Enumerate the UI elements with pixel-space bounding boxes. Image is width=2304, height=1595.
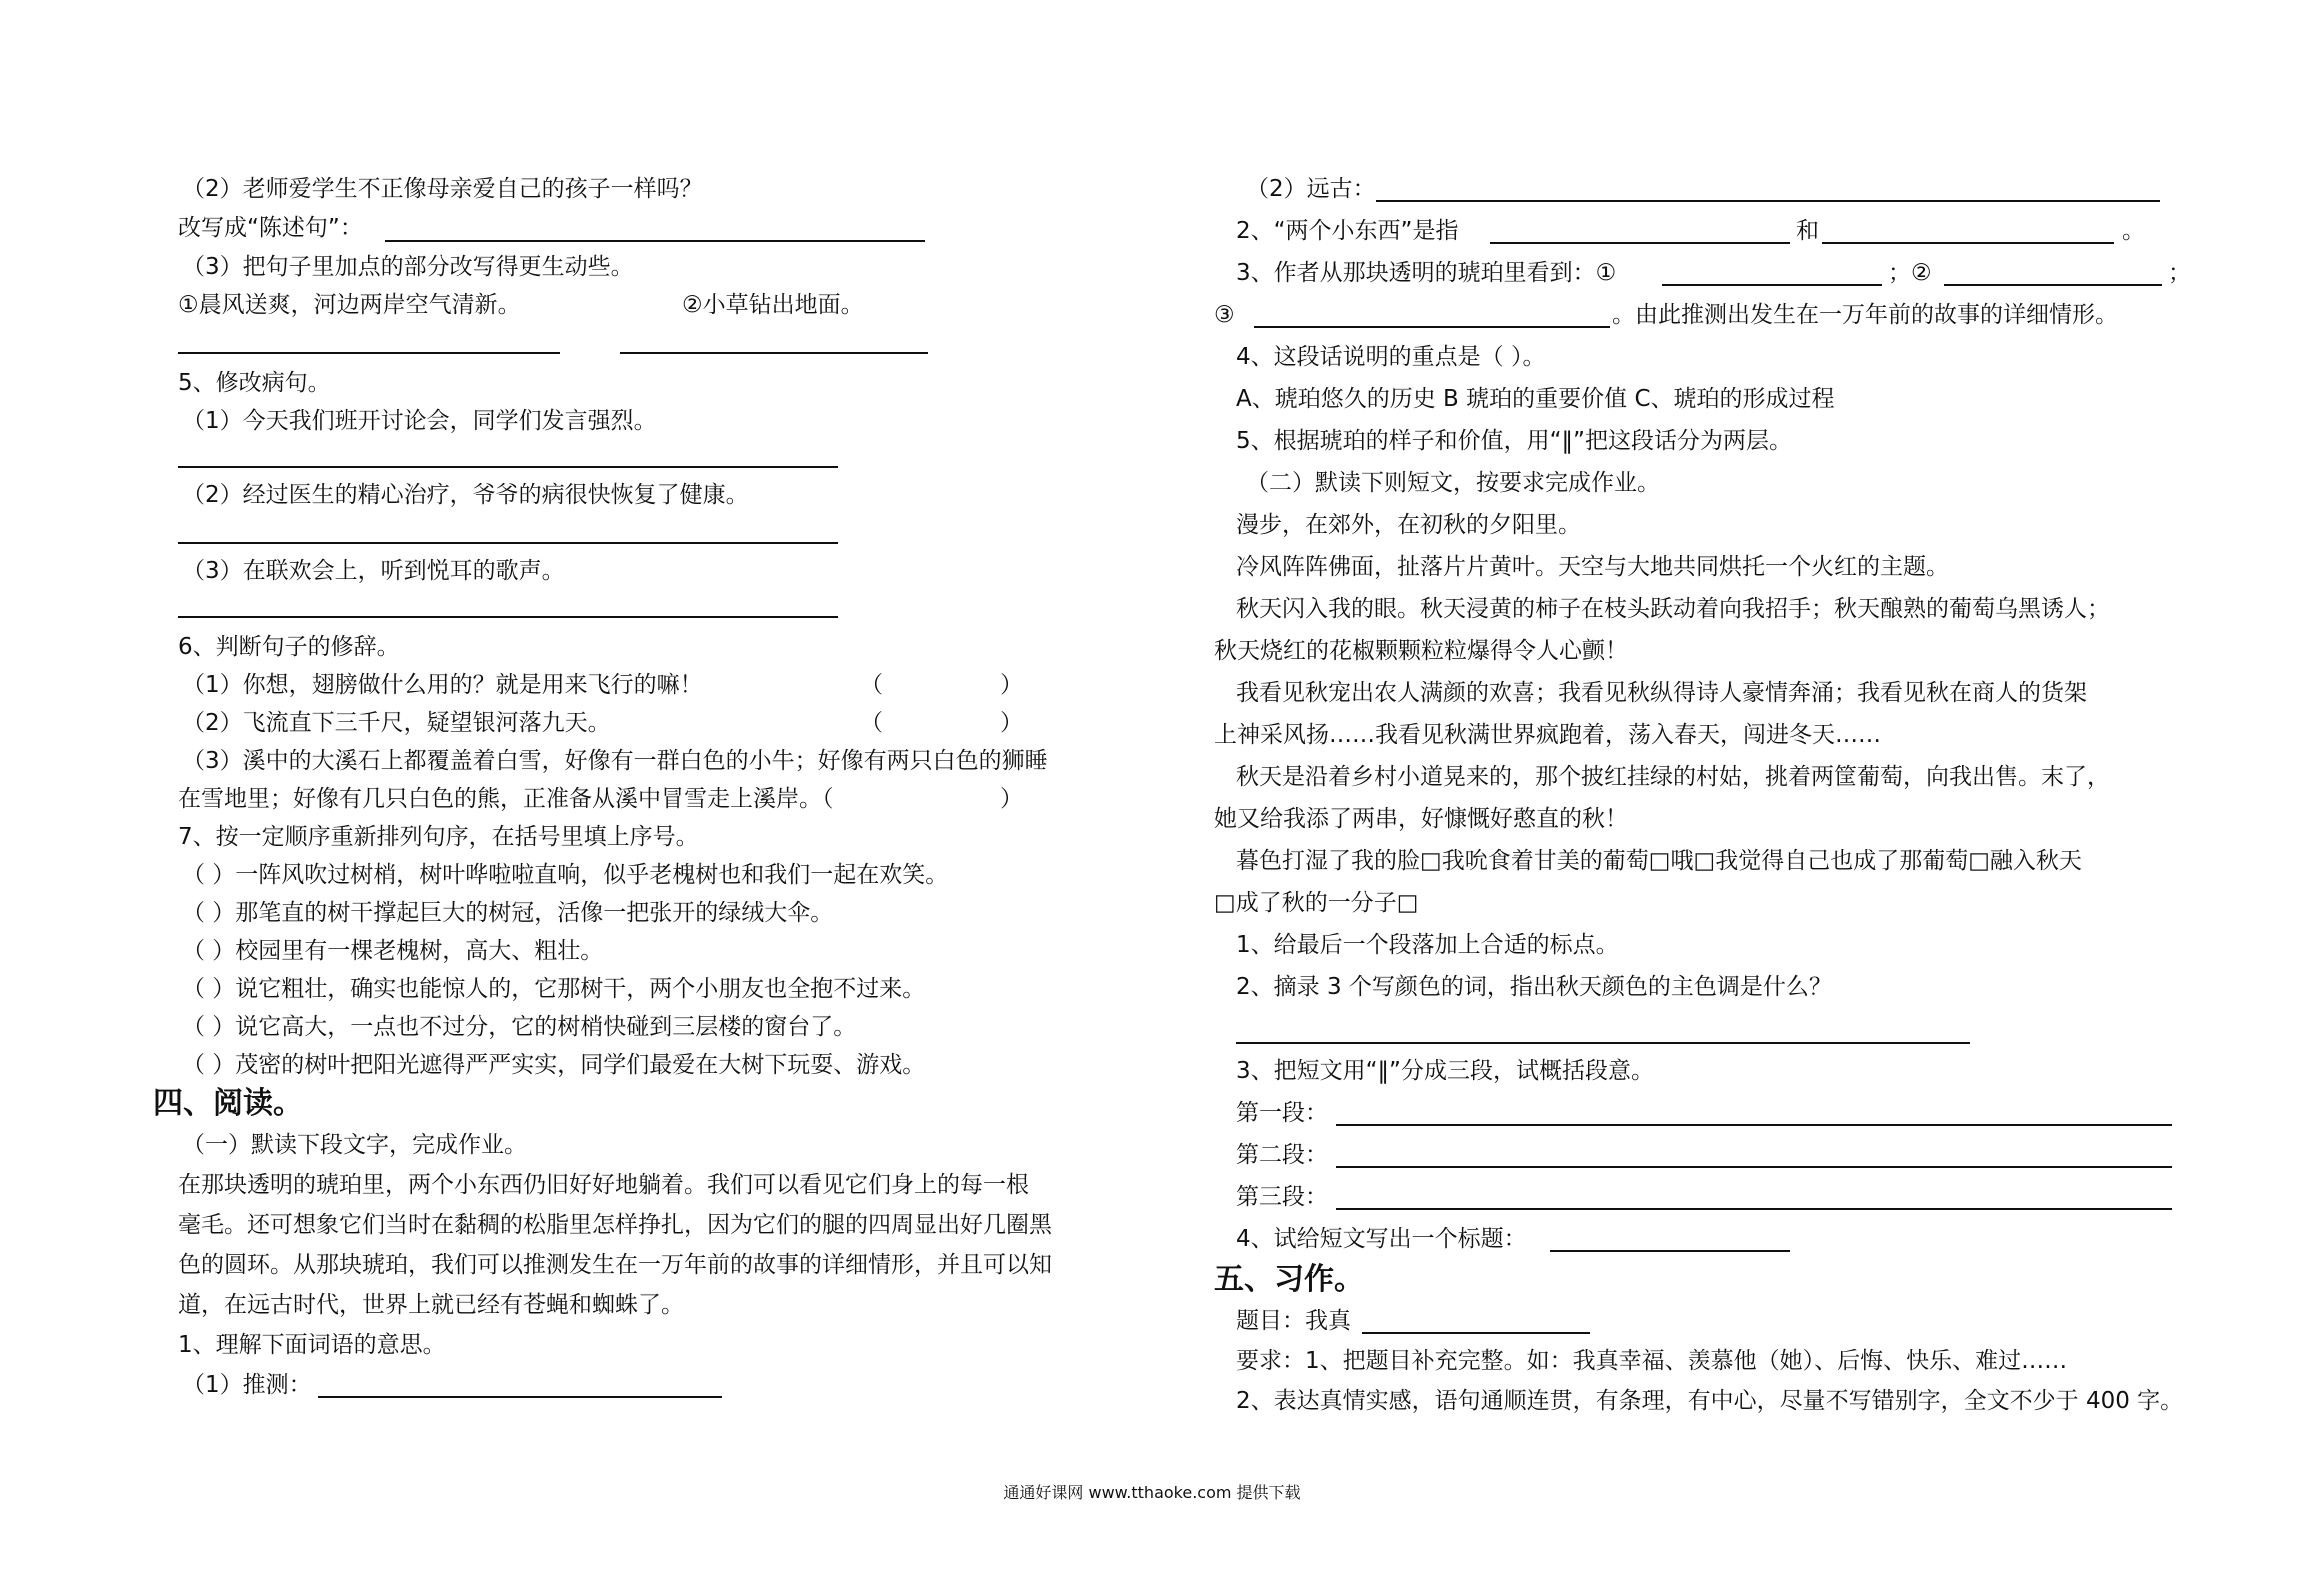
r1-q3-3: ③ <box>1214 302 1235 328</box>
q6-3-paren-close: ） <box>1000 786 1023 812</box>
r1-q3-blank-2[interactable] <box>1944 284 2162 286</box>
q6-2-paren-open: （ <box>860 710 883 736</box>
r1-q3-blank-3[interactable] <box>1254 326 1610 328</box>
q6-heading: 6、判断句子的修辞。 <box>178 634 400 660</box>
reading-2-line: 漫步，在郊外，在初秋的夕阳里。 <box>1236 512 1581 538</box>
q4-3-text: （3）把句子里加点的部分改写得更生动些。 <box>182 254 634 280</box>
section-5-heading: 五、习作。 <box>1214 1262 1364 1297</box>
reading-1-para-line: 道，在远古时代，世界上就已经有苍蝇和蜘蛛了。 <box>178 1292 684 1318</box>
q6-3-line2: 在雪地里；好像有几只白色的熊，正准备从溪中冒雪走上溪岸。（ <box>178 786 834 812</box>
q7-heading: 7、按一定顺序重新排列句序，在括号里填上序号。 <box>178 824 699 850</box>
q7-item: （ ）校园里有一棵老槐树，高大、粗壮。 <box>182 938 604 964</box>
r1-q1-1-answer-line[interactable] <box>318 1396 722 1398</box>
composition-topic-blank[interactable] <box>1362 1332 1590 1334</box>
q5-1-answer-line[interactable] <box>178 466 838 468</box>
r2-q4: 4、试给短文写出一个标题： <box>1236 1226 1527 1252</box>
r2-q4-answer-line[interactable] <box>1550 1250 1790 1252</box>
q4-2-answer-line[interactable] <box>385 240 925 242</box>
r1-q3-sep: ；② <box>1888 260 1932 286</box>
reading-2-line: 她又给我添了两串，好慷慨好憨直的秋！ <box>1214 806 1628 832</box>
reading-2-line: 秋天烧红的花椒颗颗粒粒爆得令人心颤！ <box>1214 638 1628 664</box>
q4-3-a-answer-line[interactable] <box>178 352 560 354</box>
segment-3-answer-line[interactable] <box>1336 1208 2172 1210</box>
q6-3-line1: （3）溪中的大溪石上都覆盖着白雪，好像有一群白色的小牛；好像有两只白色的狮睡 <box>182 748 1048 774</box>
q4-3-b: ②小草钻出地面。 <box>682 292 864 318</box>
q7-item: （ ）一阵风吹过树梢，树叶哗啦啦直响，似乎老槐树也和我们一起在欢笑。 <box>182 862 949 888</box>
q5-3-answer-line[interactable] <box>178 616 838 618</box>
reading-1-para-line: 毫毛。还可想象它们当时在黏稠的松脂里怎样挣扎，因为它们的腿的四周显出好几圈黑 <box>178 1212 1052 1238</box>
reading-2-line: 秋天闪入我的眼。秋天浸黄的柿子在枝头跃动着向我招手；秋天酿熟的葡萄乌黑诱人； <box>1236 596 2110 622</box>
r2-q2-answer-line[interactable] <box>1236 1042 1970 1044</box>
r1-q2-blank-2[interactable] <box>1822 242 2114 244</box>
q7-item: （ ）说它高大，一点也不过分，它的树梢快碰到三层楼的窗台了。 <box>182 1014 857 1040</box>
reading-2-line: 我看见秋宠出农人满颜的欢喜；我看见秋纵得诗人豪情奔涌；我看见秋在商人的货架 <box>1236 680 2087 706</box>
q4-2-rewrite-label: 改写成“陈述句”： <box>178 215 363 241</box>
section-4-heading: 四、阅读。 <box>153 1086 303 1121</box>
r1-q2-end: 。 <box>2122 218 2145 244</box>
q5-heading: 5、修改病句。 <box>178 370 331 396</box>
r1-q3-blank-1[interactable] <box>1662 284 1882 286</box>
reading-1-para-line: 色的圆环。从那块琥珀，我们可以推测发生在一万年前的故事的详细情形，并且可以知 <box>178 1252 1052 1278</box>
r1-q1-2-answer-line[interactable] <box>1376 200 2160 202</box>
q5-1: （1）今天我们班开讨论会，同学们发言强烈。 <box>182 408 657 434</box>
q6-2-paren-close: ） <box>1000 710 1023 736</box>
r1-q1-1: （1）推测： <box>182 1372 312 1398</box>
r1-q4: 4、这段话说明的重点是（ ）。 <box>1236 344 1546 370</box>
r1-q2-label: 2、“两个小东西”是指 <box>1236 218 1459 244</box>
reading-2-line: □成了秋的一分子□ <box>1214 890 1419 916</box>
segment-2-label: 第二段： <box>1236 1142 1328 1168</box>
reading-2-line: 上神采风扬……我看见秋满世界疯跑着，荡入春天，闯进冬天…… <box>1214 722 1881 748</box>
q6-2: （2）飞流直下三千尺，疑望银河落九天。 <box>182 710 611 736</box>
composition-topic: 题目：我真 <box>1236 1308 1351 1334</box>
q4-3-b-answer-line[interactable] <box>620 352 928 354</box>
r2-q3: 3、把短文用“‖”分成三段，试概括段意。 <box>1236 1058 1654 1084</box>
q4-2-text: （2）老师爱学生不正像母亲爱自己的孩子一样吗？ <box>182 176 703 202</box>
composition-requirement-1: 要求：1、把题目补充完整。如：我真幸福、羡慕他（她）、后悔、快乐、难过…… <box>1236 1348 2068 1374</box>
reading-2-line: 冷风阵阵佛面，扯落片片黄叶。天空与大地共同烘托一个火红的主题。 <box>1236 554 1949 580</box>
reading-2-title: （二）默读下则短文，按要求完成作业。 <box>1246 470 1660 496</box>
segment-2-answer-line[interactable] <box>1336 1166 2172 1168</box>
r1-q2-and: 和 <box>1796 218 1819 244</box>
q6-1-paren-close: ） <box>1000 672 1023 698</box>
r1-q3-sep2: ； <box>2168 260 2191 286</box>
segment-3-label: 第三段： <box>1236 1184 1328 1210</box>
q7-item: （ ）说它粗壮，确实也能惊人的，它那树干，两个小朋友也全抱不过来。 <box>182 976 926 1002</box>
reading-1-title: （一）默读下段文字，完成作业。 <box>182 1132 527 1158</box>
segment-1-label: 第一段： <box>1236 1100 1328 1126</box>
q6-1: （1）你想，翅膀做什么用的？就是用来飞行的嘛！ <box>182 672 703 698</box>
q5-2-answer-line[interactable] <box>178 542 838 544</box>
footer-credit: 通通好课网 www.tthaoke.com 提供下载 <box>1003 1483 1301 1502</box>
q4-3-a: ①晨风送爽，河边两岸空气清新。 <box>178 292 521 318</box>
r1-q3-label: 3、作者从那块透明的琥珀里看到：① <box>1236 260 1617 286</box>
r1-q1-2: （2）远古： <box>1246 176 1376 202</box>
q7-item: （ ）茂密的树叶把阳光遮得严严实实，同学们最爱在大树下玩耍、游戏。 <box>182 1052 926 1078</box>
reading-1-para-line: 在那块透明的琥珀里，两个小东西仍旧好好地躺着。我们可以看见它们身上的每一根 <box>178 1172 1029 1198</box>
r1-q5: 5、根据琥珀的样子和价值，用“‖”把这段话分为两层。 <box>1236 428 1792 454</box>
segment-1-answer-line[interactable] <box>1336 1124 2172 1126</box>
q5-3: （3）在联欢会上，听到悦耳的歌声。 <box>182 558 565 584</box>
q6-1-paren-open: （ <box>860 672 883 698</box>
r1-q3-tail: 。由此推测出发生在一万年前的故事的详细情形。 <box>1612 302 2118 328</box>
reading-2-line: 秋天是沿着乡村小道晃来的，那个披红挂绿的村姑，挑着两筐葡萄，向我出售。末了， <box>1236 764 2110 790</box>
q7-item: （ ）那笔直的树干撑起巨大的树冠，活像一把张开的绿绒大伞。 <box>182 900 834 926</box>
q5-2: （2）经过医生的精心治疗，爷爷的病很快恢复了健康。 <box>182 482 749 508</box>
r1-q2-blank-1[interactable] <box>1490 242 1790 244</box>
composition-requirement-2: 2、表达真情实感，语句通顺连贯，有条理，有中心，尽量不写错别字，全文不少于 400 字。 <box>1236 1388 2184 1414</box>
r2-q2: 2、摘录 3 个写颜色的词，指出秋天颜色的主色调是什么？ <box>1236 974 1832 1000</box>
r1-q4-options: A、琥珀悠久的历史 B 琥珀的重要价值 C、琥珀的形成过程 <box>1236 386 1835 412</box>
reading-2-line: 暮色打湿了我的脸□我吮食着甘美的葡萄□哦□我觉得自己也成了那葡萄□融入秋天 <box>1236 848 2082 874</box>
r1-q1: 1、理解下面词语的意思。 <box>178 1332 446 1358</box>
r2-q1: 1、给最后一个段落加上合适的标点。 <box>1236 932 1619 958</box>
